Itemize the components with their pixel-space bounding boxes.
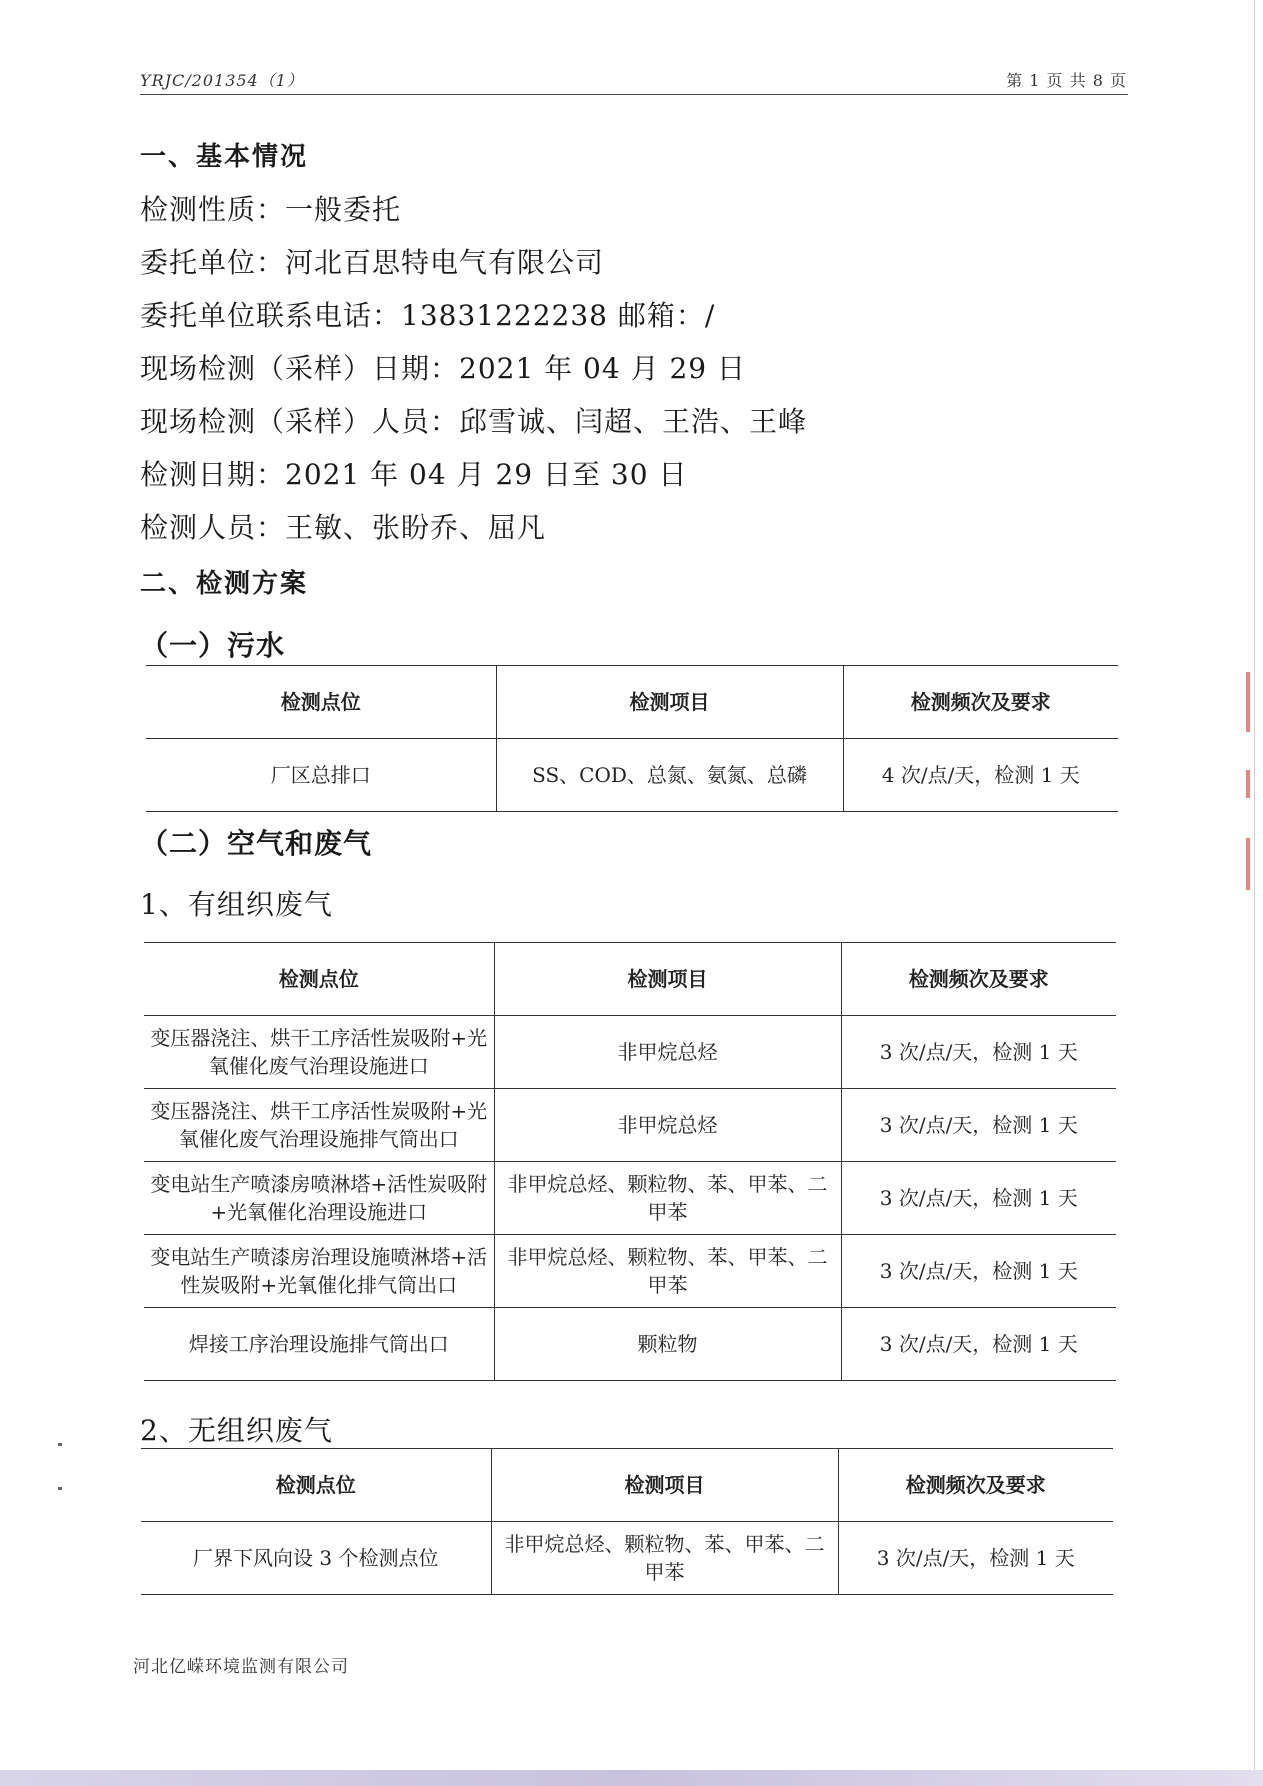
cell-items: 颗粒物 [494,1308,841,1381]
section2-title: 二、检测方案 [140,569,309,599]
column-header: 检测项目 [491,1449,838,1522]
table-row [144,1308,1116,1381]
cell-location: 厂区总排口 [146,739,496,812]
seal-edge-mark [1246,672,1250,732]
table-row [144,1089,1116,1162]
column-header: 检测点位 [144,943,494,1016]
info-line-test-date: 检测日期：2021 年 04 月 29 日至 30 日 [140,458,688,491]
organized-gas-table [144,942,1116,1381]
table-header-row [146,666,1118,739]
info-line-sampling-date: 现场检测（采样）日期：2021 年 04 月 29 日 [140,352,747,385]
cell-items: SS、COD、总氮、氨氮、总磷 [496,739,843,812]
table-header-row [141,1449,1113,1522]
seal-edge-mark [1246,770,1250,798]
table-row [146,739,1118,812]
air-gas-title: （二）空气和废气 [140,827,373,860]
cell-items: 非甲烷总烃、颗粒物、苯、甲苯、二甲苯 [494,1162,841,1235]
table-row [141,1522,1113,1595]
cell-items: 非甲烷总烃、颗粒物、苯、甲苯、二甲苯 [494,1235,841,1308]
scan-bottom-band [0,1770,1263,1786]
cell-location: 焊接工序治理设施排气筒出口 [144,1308,494,1381]
wastewater-title: （一）污水 [140,629,286,662]
scan-speck [58,1487,62,1490]
cell-frequency: 3 次/点/天，检测 1 天 [841,1162,1116,1235]
page-edge [1254,0,1255,1786]
cell-frequency: 3 次/点/天，检测 1 天 [841,1235,1116,1308]
seal-edge-mark [1246,838,1250,890]
table-row [144,1162,1116,1235]
column-header: 检测点位 [141,1449,491,1522]
info-line-client: 委托单位：河北百思特电气有限公司 [140,246,605,279]
cell-location: 厂界下风向设 3 个检测点位 [141,1522,491,1595]
header-rule [140,94,1128,95]
cell-location: 变电站生产喷漆房喷淋塔+活性炭吸附+光氧催化治理设施进口 [144,1162,494,1235]
cell-location: 变压器浇注、烘干工序活性炭吸附+光氧催化废气治理设施进口 [144,1016,494,1089]
info-line-sampling-staff: 现场检测（采样）人员：邱雪诚、闫超、王浩、王峰 [140,405,808,438]
section1-title: 一、基本情况 [140,142,309,172]
info-line-test-staff: 检测人员：王敏、张盼乔、屈凡 [140,511,547,544]
column-header: 检测频次及要求 [838,1449,1113,1522]
organized-gas-title: 1、有组织废气 [140,888,333,921]
cell-location: 变电站生产喷漆房治理设施喷淋塔+活性炭吸附+光氧催化排气筒出口 [144,1235,494,1308]
cell-frequency: 3 次/点/天，检测 1 天 [841,1089,1116,1162]
column-header: 检测点位 [146,666,496,739]
footer-company: 河北亿嵘环境监测有限公司 [133,1657,349,1677]
column-header: 检测频次及要求 [841,943,1116,1016]
document-number: YRJC/201354（1） [140,71,304,90]
fugitive-gas-table [141,1448,1113,1595]
table-row [144,1016,1116,1089]
fugitive-gas-title: 2、无组织废气 [140,1414,333,1447]
cell-frequency: 3 次/点/天，检测 1 天 [841,1308,1116,1381]
cell-frequency: 4 次/点/天，检测 1 天 [843,739,1118,812]
column-header: 检测项目 [494,943,841,1016]
cell-items: 非甲烷总烃 [494,1089,841,1162]
table-header-row [144,943,1116,1016]
info-line-nature: 检测性质：一般委托 [140,193,402,226]
cell-location: 变压器浇注、烘干工序活性炭吸附+光氧催化废气治理设施排气筒出口 [144,1089,494,1162]
scan-speck [58,1443,62,1446]
page-indicator: 第 1 页 共 8 页 [1006,71,1127,90]
cell-frequency: 3 次/点/天，检测 1 天 [841,1016,1116,1089]
wastewater-table [146,665,1118,812]
cell-items: 非甲烷总烃 [494,1016,841,1089]
cell-items: 非甲烷总烃、颗粒物、苯、甲苯、二甲苯 [491,1522,838,1595]
table-row [144,1235,1116,1308]
column-header: 检测项目 [496,666,843,739]
info-line-contact: 委托单位联系电话：13831222238 邮箱：/ [140,299,716,332]
column-header: 检测频次及要求 [843,666,1118,739]
cell-frequency: 3 次/点/天，检测 1 天 [838,1522,1113,1595]
